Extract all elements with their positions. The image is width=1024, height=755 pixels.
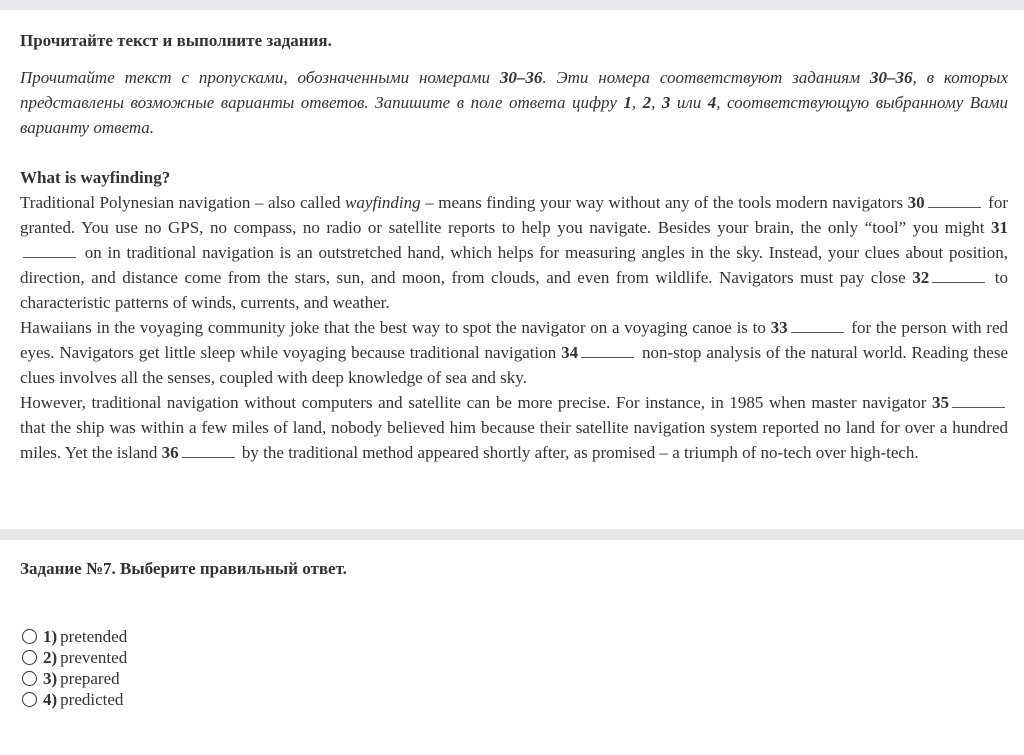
passage-paragraph-3: However, traditional navigation without computers and satellite can be more precise. For instance, in 1985 when master navigator 35 that the ship was within a few miles of land, nobody believed him because their satellite navigation system reported no land for over a hundred miles. Yet the island 36 by the traditional method appeared shortly after, as promised – a triumph of no-tech over high-tech. [20,393,1008,462]
passage-title: What is wayfinding? [20,168,171,187]
task-heading: Прочитайте текст и выполните задания. [20,31,332,50]
gap-35 [952,393,1005,408]
passage-paragraph-2: Hawaiians in the voyaging community joke that the best way to spot the navigator on a voyaging canoe is to 33 for the person with red eyes. Navigators get little sleep while voyaging because traditional navigation 34 non-stop analysis of the natural world. Reading these clues involves all the senses, coupled with deep knowledge of sea and sky. [20,318,1009,387]
answer-option-1[interactable]: 1) pretended [22,626,127,647]
top-bar [0,0,1024,10]
section-divider [0,529,1024,540]
radio-button[interactable] [22,650,37,665]
instruction-text: Прочитайте текст с пропусками, обозначенными номерами 30–36. Эти номера соответствуют заданиям 30–36, в которых представлены возможные варианты ответов. Запишите в поле ответа цифру 1, 2, 3 или 4, соответствующую выбранному Вами варианту ответа. [20,68,1009,137]
radio-button[interactable] [22,671,37,686]
answer-options [22,626,127,710]
answer-option-2[interactable]: 2) prevented [22,647,127,668]
gap-31 [23,243,76,258]
radio-button[interactable] [22,692,37,707]
gap-33 [791,318,844,333]
gap-32 [932,268,985,283]
passage [20,165,1008,465]
question-heading: Задание №7. Выберите правильный ответ. [20,559,347,578]
radio-button[interactable] [22,629,37,644]
gap-36 [182,443,235,458]
gap-34 [581,343,634,358]
answer-option-3[interactable]: 3) prepared [22,668,127,689]
gap-30 [928,193,981,208]
answer-option-4[interactable]: 4) predicted [22,689,127,710]
passage-paragraph-1: Traditional Polynesian navigation – also called wayfinding – means finding your way without any of the tools modern navigators 30 for granted. You use no GPS, no compass, no radio or satellite reports to help you navigate. Besides your brain, the only “tool” you might 31 on in traditional navigation is an outstretched hand, which helps for measuring angles in the sky. Instead, your clues about position, direction, and distance come from the stars, sun, and moon, from clouds, and even from wildlife. Navigators must pay close 32 to characteristic patterns of winds, currents, and weather. [20,193,1009,312]
